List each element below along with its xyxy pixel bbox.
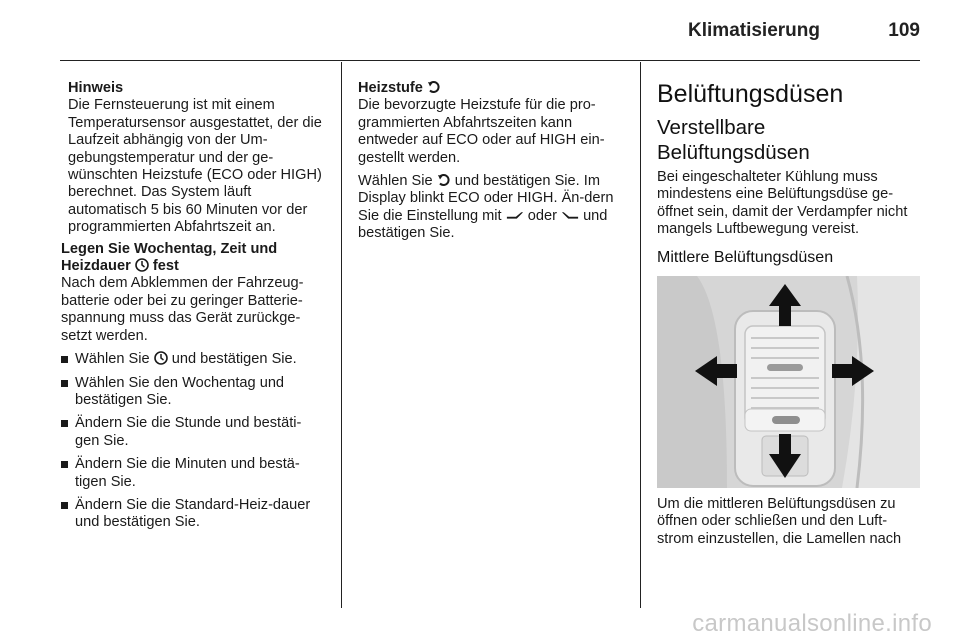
list-item-tail: und bestätigen Sie. xyxy=(171,351,297,368)
center-vent-figure xyxy=(657,276,920,488)
column-right xyxy=(657,80,922,554)
heat-level-icon xyxy=(437,173,451,187)
column-divider xyxy=(640,62,641,608)
instruction-text-d: und bestätigen Sie. xyxy=(358,207,608,242)
column-middle xyxy=(358,80,622,249)
section-title: Belüftungsdüsen xyxy=(657,80,844,108)
clock-icon xyxy=(135,258,149,272)
note-title: Hinweis xyxy=(68,80,124,96)
list-item xyxy=(61,351,325,368)
heat-level-icon xyxy=(427,80,441,94)
clock-icon xyxy=(154,351,168,365)
column-divider xyxy=(341,62,342,608)
list-item-text: Wählen Sie den Wochentag und bestätigen Sie. xyxy=(75,374,285,408)
ramp-right-icon xyxy=(561,208,579,222)
subheading-text-a: Legen Sie Wochentag, Zeit und Heizdauer xyxy=(61,240,278,275)
list-item xyxy=(61,497,325,532)
bullet-icon xyxy=(61,380,68,387)
subheading-set-weekday xyxy=(61,241,325,276)
list-item xyxy=(61,375,325,410)
subsection-title: Verstellbare Belüftungsdüsen xyxy=(657,116,810,164)
page-number: 109 xyxy=(888,20,920,41)
heat-level-instructions xyxy=(358,173,622,243)
ramp-left-icon xyxy=(506,208,524,222)
instruction-text-b: und bestätigen Sie. Im Display blinkt ECO oder HIGH. Än-dern Sie die Einstellung mit xyxy=(358,173,614,224)
subheading-heat-level xyxy=(358,80,622,97)
subheading-text: Heizstufe xyxy=(358,80,423,96)
chapter-title: Klimatisierung xyxy=(688,20,820,41)
column-left xyxy=(61,80,325,538)
steps-list xyxy=(61,351,325,532)
bullet-icon xyxy=(61,420,68,427)
list-item xyxy=(61,456,325,491)
note-box xyxy=(61,80,325,237)
ventilation-paragraph: Bei eingeschalteter Kühlung muss mindestens eine Belüftungsdüse ge-öffnet sein, damit der Verdampfer nicht mangels Luftbewegung vereist. xyxy=(657,169,908,238)
watermark: carmanualsonline.info xyxy=(692,610,932,637)
bullet-icon xyxy=(61,461,68,468)
list-item-text: Ändern Sie die Stunde und bestäti-gen Sie. xyxy=(75,415,302,449)
bullet-icon xyxy=(61,356,68,363)
instruction-text-c: oder xyxy=(527,207,557,224)
list-item-text: Ändern Sie die Standard-Heiz-dauer und bestätigen Sie. xyxy=(75,496,311,531)
subsection-middle-vents: Mittlere Belüftungsdüsen xyxy=(657,248,834,266)
instruction-text-a: Wählen Sie xyxy=(358,173,433,190)
note-text: Die Fernsteuerung ist mit einem Temperatursensor ausgestattet, der die Laufzeit abhängig von der Um-gebungstemperatur und der ge-wünschten Heizstufe (ECO oder HIGH) berechnet. Das System läuft automatisch 5 bis 60 Minuten vor der programmierten Abfahrtszeit an. xyxy=(68,97,322,236)
heat-level-paragraph: Die bevorzugte Heizstufe für die pro-grammierten Abfahrtszeiten kann entweder auf ECO oder auf HIGH ein-gestellt werden. xyxy=(358,97,605,166)
reset-paragraph: Nach dem Abklemmen der Fahrzeug-batterie oder bei zu geringer Batterie-spannung muss das Gerät zurückge-setzt werden. xyxy=(61,275,304,344)
subheading-text-b: fest xyxy=(152,258,179,275)
page-header xyxy=(60,0,920,61)
middle-vents-paragraph: Um die mittleren Belüftungsdüsen zu öffnen oder schließen und den Luft-strom einzustellen, die Lamellen nach xyxy=(657,496,902,547)
list-item-text: Ändern Sie die Minuten und bestä-tigen Sie. xyxy=(75,456,300,490)
list-item-text: Wählen Sie xyxy=(75,351,150,368)
bullet-icon xyxy=(61,502,68,509)
list-item xyxy=(61,415,325,450)
